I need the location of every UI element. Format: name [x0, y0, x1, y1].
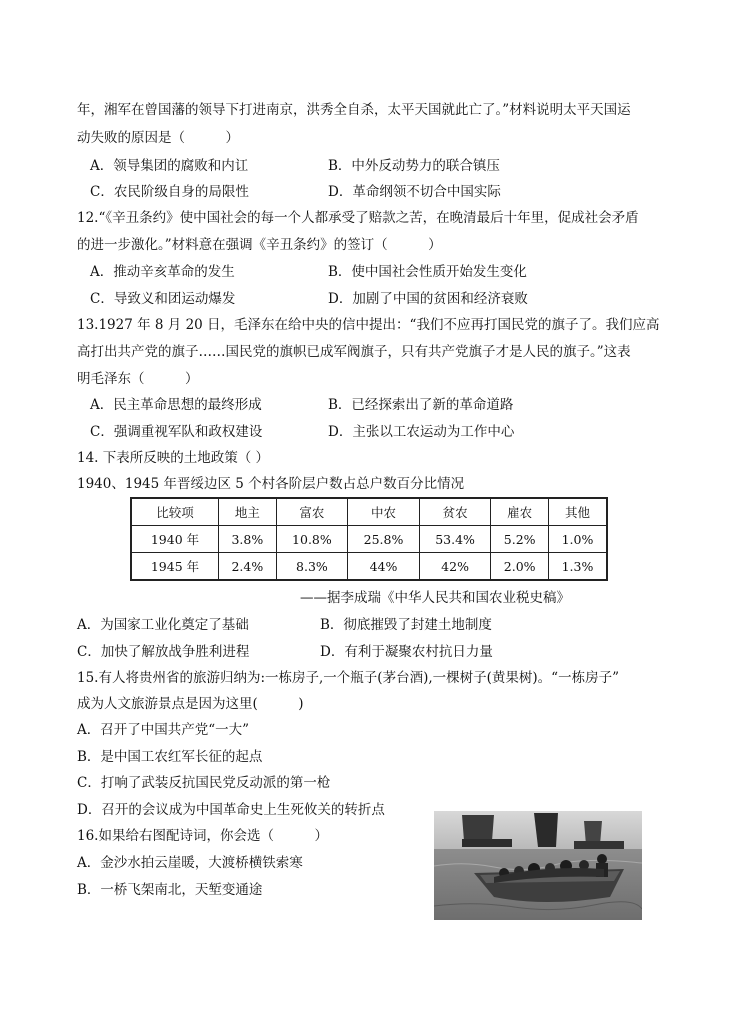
table-cell: 1940 年 — [131, 526, 219, 553]
q14-option-d: D．有利于凝聚农村抗日力量 — [320, 644, 493, 660]
table-cell: 2.4% — [219, 553, 277, 581]
q12-option-b: B．使中国社会性质开始发生变化 — [328, 264, 527, 280]
table-header-cell: 雇农 — [491, 498, 549, 526]
q15-stem-line-1: 15.有人将贵州省的旅游归纳为:一栋房子,一个瓶子(茅台酒),一棵树子(黄果树)。“一栋房子” — [77, 670, 619, 686]
table-header-cell: 地主 — [219, 498, 277, 526]
q13-stem-line-1: 13.1927 年 8 月 20 日，毛泽东在给中央的信中提出：“我们不应再打国民党的旗子了。我们应高 — [77, 317, 660, 333]
table-cell: 44% — [348, 553, 420, 581]
q16-option-a: A．金沙水拍云崖暖，大渡桥横铁索寒 — [77, 855, 303, 871]
river-crossing-image — [434, 811, 642, 920]
q15-option-c: C．打响了武装反抗国民党反动派的第一枪 — [77, 775, 331, 791]
table-cell: 53.4% — [419, 526, 491, 553]
q12-option-d: D．加剧了中国的贫困和经济衰败 — [328, 291, 528, 307]
q14-option-c: C．加快了解放战争胜利进程 — [77, 644, 250, 660]
table-row — [131, 553, 607, 581]
table-cell: 25.8% — [348, 526, 420, 553]
table-cell: 8.3% — [276, 553, 348, 581]
q13-option-d: D．主张以工农运动为工作中心 — [328, 424, 515, 440]
q12-stem-line-2: 的进一步激化。”材料意在强调《辛丑条约》的签订（ ） — [77, 237, 442, 253]
table-row — [131, 526, 607, 553]
table-header-cell: 富农 — [276, 498, 348, 526]
q14-option-a: A．为国家工业化奠定了基础 — [77, 617, 249, 633]
table-cell: 5.2% — [491, 526, 549, 553]
q15-option-a: A．召开了中国共产党“一大” — [77, 722, 250, 738]
q14-table-title: 1940、1945 年晋绥边区 5 个村各阶层户数占总户数百分比情况 — [77, 476, 465, 492]
table-header-cell: 中农 — [348, 498, 420, 526]
q13-option-b: B．已经探索出了新的革命道路 — [328, 397, 514, 413]
q11-option-b: B．中外反动势力的联合镇压 — [328, 158, 500, 174]
q13-option-a: A．民主革命思想的最终形成 — [90, 397, 262, 413]
q14-table-source: ——据李成瑞《中华人民共和国农业税史稿》 — [300, 590, 570, 606]
q16-option-b: B．一桥飞架南北，天堑变通途 — [77, 882, 263, 898]
table-cell: 1.0% — [548, 526, 607, 553]
table-header-cell: 比较项 — [131, 498, 219, 526]
table-header-cell: 其他 — [548, 498, 607, 526]
q15-option-d: D．召开的会议成为中国革命史上生死攸关的转折点 — [77, 802, 385, 818]
q12-stem-line-1: 12.“《辛丑条约》使中国社会的每一个人都承受了赔款之苦，在晚清最后十年里，促成社会矛盾 — [77, 210, 639, 226]
q11-stem-line-2: 动失败的原因是（ ） — [77, 130, 239, 146]
table-cell: 1945 年 — [131, 553, 219, 581]
q13-stem-line-2: 高打出共产党的旗子……国民党的旗帜已成军阀旗子，只有共产党旗子才是人民的旗子。”这表 — [77, 344, 631, 360]
table-cell: 10.8% — [276, 526, 348, 553]
table-cell: 42% — [419, 553, 491, 581]
q15-option-b: B．是中国工农红军长征的起点 — [77, 749, 263, 765]
table-cell: 3.8% — [219, 526, 277, 553]
river-crossing-photo — [434, 811, 642, 920]
q13-stem-line-3: 明毛泽东（ ） — [77, 371, 199, 387]
q11-option-c: C．农民阶级自身的局限性 — [90, 184, 249, 200]
table-header-cell: 贫农 — [419, 498, 491, 526]
q11-option-a: A．领导集团的腐败和内讧 — [90, 158, 249, 174]
table-cell: 2.0% — [491, 553, 549, 581]
q13-option-c: C．强调重视军队和政权建设 — [90, 424, 263, 440]
q12-option-a: A．推动辛亥革命的发生 — [90, 264, 235, 280]
table-header-row — [131, 498, 607, 526]
q16-stem: 16.如果给右图配诗词，你会选（ ） — [77, 828, 328, 844]
q15-stem-line-2: 成为人文旅游景点是因为这里( ) — [77, 696, 304, 712]
q12-option-c: C．导致义和团运动爆发 — [90, 291, 236, 307]
q11-stem-line-1: 年，湘军在曾国藩的领导下打进南京，洪秀全自杀，太平天国就此亡了。”材料说明太平天国运 — [77, 102, 631, 118]
table-cell: 1.3% — [548, 553, 607, 581]
q11-option-d: D．革命纲领不切合中国实际 — [328, 184, 501, 200]
q14-stem: 14. 下表所反映的土地政策（ ） — [77, 450, 270, 466]
land-statistics-table — [130, 497, 608, 581]
q14-option-b: B．彻底摧毁了封建土地制度 — [320, 617, 492, 633]
